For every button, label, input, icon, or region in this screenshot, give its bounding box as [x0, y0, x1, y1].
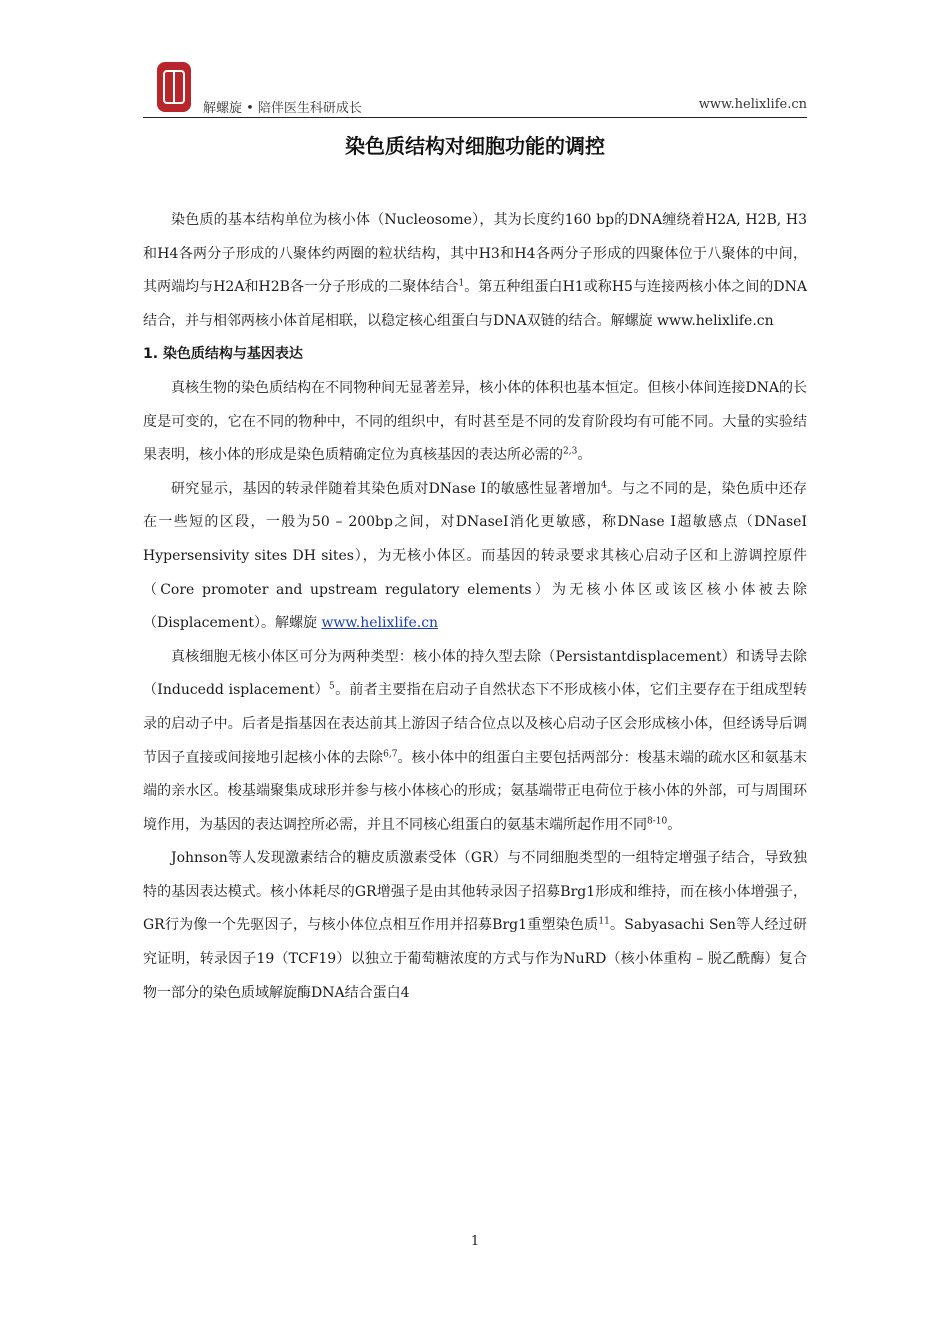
- paragraph: Johnson等人发现激素结合的糖皮质激素受体（GR）与不同细胞类型的一组特定增强子结合，导致独特的基因表达模式。核小体耗尽的GR增强子是由其他转录因子招募Brg1形成和维持，而在核小体增强子，GR行为像一个先驱因子，与核小体位点相互作用并招募Brg1重塑染色质$^{11}$。Sabyasachi Sen等人经过研究证明，转录因子19（TCF19）以独立于葡萄糖浓度的方式与作为NuRD（核小体重构 – 脱乙酰酶）复合物一部分的染色质域解旋酶DNA结合蛋白4: [143, 850, 807, 1001]
- header-url[interactable]: www.helixlife.cn: [698, 97, 807, 112]
- helixlife-link[interactable]: www.helixlife.cn: [321, 615, 439, 632]
- header-divider: [143, 117, 807, 118]
- document-body: [143, 204, 807, 1010]
- page-number: 1: [470, 1234, 480, 1249]
- helixlife-logo-icon: [157, 62, 191, 112]
- document-title: 染色质结构对细胞功能的调控: [345, 134, 605, 158]
- paragraph: 真核细胞无核小体区可分为两种类型：核小体的持久型去除（Persistantdisplacement）和诱导去除（Inducedd isplacement）$^5$。前者主要指在启动子自然状态下不形成核小体，它们主要存在于组成型转录的启动子中。后者是指基因在表达前其上游因子结合位点以及核心启动子区会形成核小体，但经诱导后调节因子直接或间接地引起核小体的去除$^{6,7}$。核小体中的组蛋白主要包括两部分：梭基末端的疏水区和氨基末端的亲水区。梭基端聚集成球形并参与核小体核心的形成；氨基端带正电荷位于核小体的外部，可与周围环境作用，为基因的表达调控所必需，并且不同核心组蛋白的氨基末端所起作用不同$^{8-10}$。: [143, 648, 808, 833]
- paragraph: 真核生物的染色质结构在不同物种间无显著差异，核小体的体积也基本恒定。但核小体间连接DNA的长度是可变的，它在不同的物种中，不同的组织中，有时甚至是不同的发育阶段均有可能不同。大量的实验结果表明，核小体的形成是染色质精确定位为真核基因的表达所必需的$^{2,3}$。: [143, 379, 807, 464]
- paragraph: 研究显示，基因的转录伴随着其染色质对DNase I的敏感性显著增加$^4$。与之不同的是，染色质中还存在一些短的区段，一般为50 – 200bp之间，对DNaseI消化更敏感，称DNase I超敏感点（DNaseI Hypersensivity sites DH sites），为无核小体区。而基因的转录要求其核心启动子区和上游调控原件（Core promoter and upstream regulatory elements）为无核小体区或该区核小体被去除（Displacement）。解螺旋 www.helixlife.cn: [143, 480, 807, 632]
- intro-paragraph: 染色质的基本结构单位为核小体（Nucleosome），其为长度约160 bp的DNA缠绕着H2A, H2B, H3和H4各两分子形成的八聚体约两圈的粒状结构，其中H3和H4各两分子形成的四聚体位于八聚体的中间，其两端均与H2A和H2B各一分子形成的二聚体结合$^1$。第五种组蛋白H1或称H5与连接两核小体之间的DNA结合，并与相邻两核小体首尾相联，以稳定核心组蛋白与DNA双链的结合。解螺旋 www.helixlife.cn: [143, 212, 807, 329]
- page-header: [143, 62, 807, 120]
- header-brand: 解螺旋 • 陪伴医生科研成长: [203, 101, 362, 116]
- section-heading: 1. 染色质结构与基因表达: [143, 346, 303, 363]
